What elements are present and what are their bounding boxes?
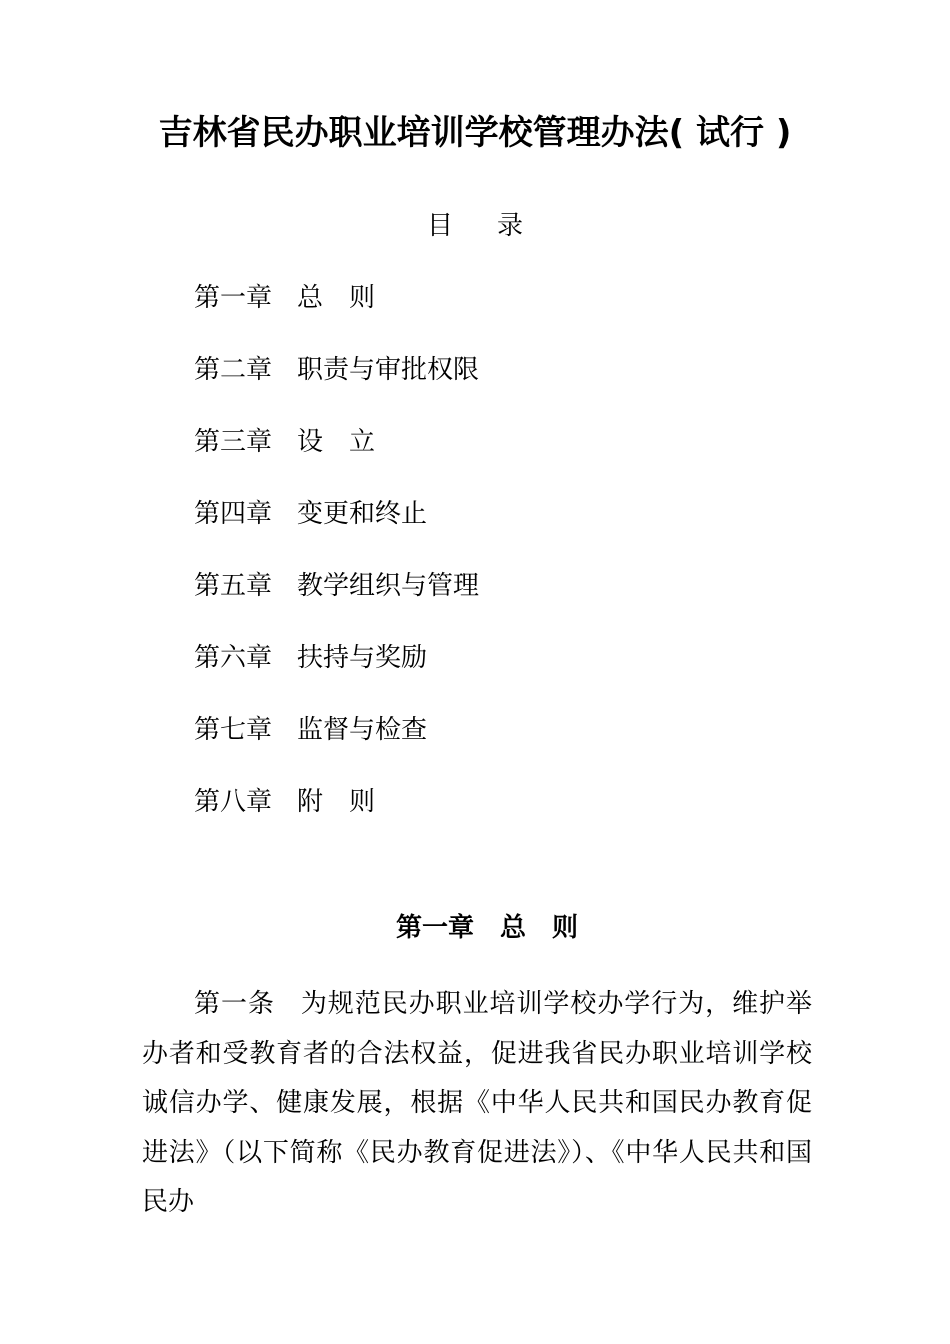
article-text: 为规范民办职业培训学校办学行为，维护举办者和受教育者的合法权益，促进我省民办职业培训学校诚信办学、健康发展，根据《中华人民共和国民办教育促进法》（以下简称《民办教育促进法》）、《中华人民共和国民办 <box>142 989 812 1217</box>
toc-chapter-number: 第七章 <box>194 715 273 745</box>
toc-chapter-title: 监督与检查 <box>297 715 428 745</box>
toc-chapter-number: 第五章 <box>194 571 273 601</box>
toc-item <box>194 638 479 710</box>
toc-chapter-number: 第三章 <box>194 427 273 457</box>
toc-chapter-number: 第六章 <box>194 643 273 673</box>
article-paragraph <box>142 980 812 1228</box>
toc-item <box>194 710 479 782</box>
toc-item <box>194 422 479 494</box>
document-title: 吉林省民办职业培训学校管理办法( 试行 ) <box>158 113 792 153</box>
toc-chapter-title: 变更和终止 <box>297 499 428 529</box>
toc-chapter-number: 第一章 <box>194 283 273 313</box>
toc-chapter-title: 扶持与奖励 <box>297 643 428 673</box>
toc-item <box>194 782 479 854</box>
toc-chapter-title: 教学组织与管理 <box>297 571 480 601</box>
toc-chapter-title: 设 立 <box>297 427 376 457</box>
toc-chapter-number: 第四章 <box>194 499 273 529</box>
toc-chapter-title: 总 则 <box>297 283 376 313</box>
article-number: 第一条 <box>194 989 275 1019</box>
toc-chapter-title: 附 则 <box>297 787 376 817</box>
chapter-heading: 第一章 总 则 <box>395 913 578 943</box>
table-of-contents <box>194 278 479 854</box>
toc-chapter-number: 第八章 <box>194 787 273 817</box>
toc-chapter-title: 职责与审批权限 <box>297 355 480 385</box>
toc-item <box>194 566 479 638</box>
toc-item <box>194 350 479 422</box>
toc-heading: 目录 <box>426 211 567 241</box>
toc-chapter-number: 第二章 <box>194 355 273 385</box>
toc-item <box>194 278 479 350</box>
toc-item <box>194 494 479 566</box>
